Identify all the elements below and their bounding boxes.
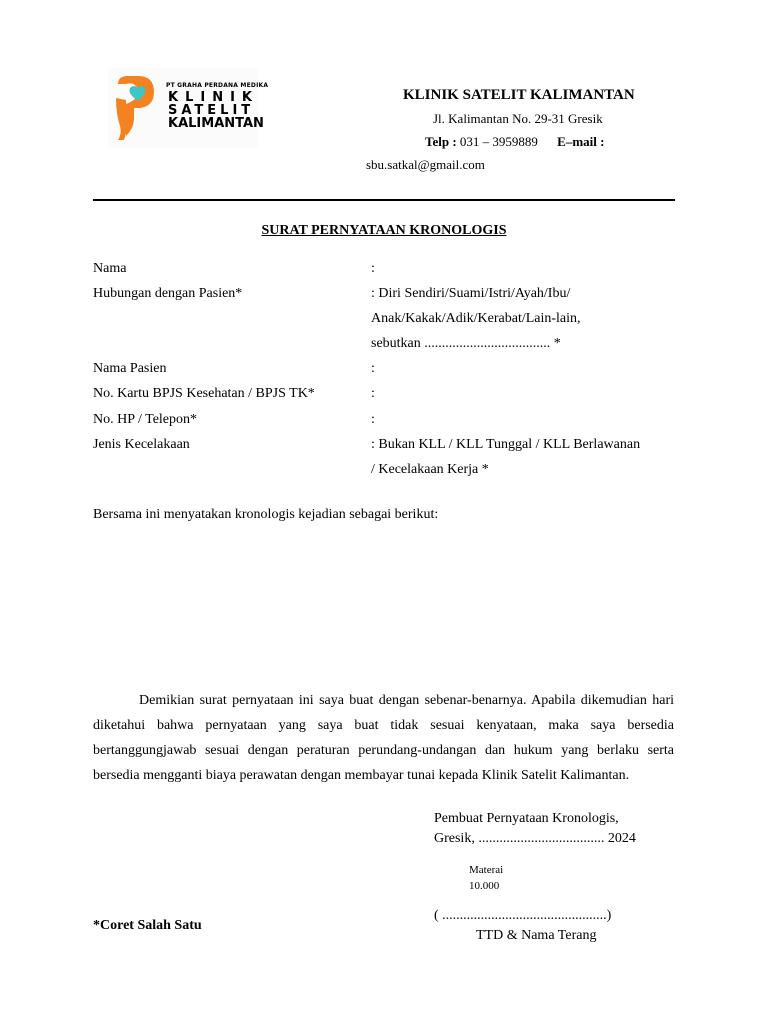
- document-title: SURAT PERNYATAAN KRONOLOGIS: [261, 223, 507, 238]
- email-label: E–mail :: [557, 134, 605, 149]
- field-value-hubungan-3: sebutkan .................................... *: [371, 336, 561, 351]
- field-value-telepon: :: [371, 412, 375, 427]
- logo-company-name: PT GRAHA PERDANA MEDIKA: [166, 82, 269, 89]
- field-value-nama-pasien: :: [371, 361, 375, 376]
- field-value-nama: :: [371, 261, 375, 276]
- field-label-nama: Nama: [93, 261, 127, 276]
- logo-line-2: SATELIT: [168, 103, 255, 118]
- materai-label: Materai: [469, 864, 504, 876]
- field-value-jenis-kecelakaan-2: / Kecelakaan Kerja *: [371, 462, 489, 477]
- telp-value: 031 – 3959889: [459, 134, 538, 149]
- field-label-telepon: No. HP / Telepon*: [93, 412, 198, 427]
- logo-line-3: KALIMANTAN: [168, 116, 264, 131]
- field-value-hubungan: : Diri Sendiri/Suami/Istri/Ayah/Ibu/: [371, 286, 571, 301]
- field-value-jenis-kecelakaan: : Bukan KLL / KLL Tunggal / KLL Berlawanan: [371, 437, 641, 452]
- clinic-logo: [108, 68, 269, 148]
- materai-value: 10.000: [469, 880, 500, 892]
- field-label-jenis-kecelakaan: Jenis Kecelakaan: [93, 437, 190, 452]
- footnote: *Coret Salah Satu: [93, 918, 202, 933]
- email-value: sbu.satkal@gmail.com: [366, 157, 485, 172]
- header-divider: [93, 199, 675, 201]
- clinic-address: Jl. Kalimantan No. 29-31 Gresik: [433, 111, 603, 126]
- clinic-logo-mark-icon: [112, 74, 160, 142]
- intro-statement: Bersama ini menyatakan kronologis kejadian sebagai berikut:: [93, 507, 439, 522]
- field-label-bpjs: No. Kartu BPJS Kesehatan / BPJS TK*: [93, 386, 315, 401]
- field-value-bpjs: :: [371, 386, 375, 401]
- field-label-nama-pasien: Nama Pasien: [93, 361, 167, 376]
- signature-caption: TTD & Nama Terang: [476, 928, 597, 943]
- logo-line-1: KLINIK: [168, 90, 259, 105]
- signature-place-date: Gresik, .................................... 2024: [434, 831, 636, 846]
- signature-line: ( ...............................................): [434, 908, 612, 923]
- closing-paragraph: Demikian surat pernyataan ini saya buat dengan sebenar-benarnya. Apabila dikemudian hari diketahui bahwa pernyataan yang saya buat tidak sesuai kenyataan, maka saya bersedia bertanggungjawab sesuai dengan peraturan perundang-undangan dan hukum yang berlaku serta bersedia mengganti biaya perawatan dengan membayar tunai kepada Klinik Satelit Kalimantan.: [93, 693, 674, 783]
- field-value-hubungan-2: Anak/Kakak/Adik/Kerabat/Lain-lain,: [371, 311, 581, 326]
- field-label-hubungan: Hubungan dengan Pasien*: [93, 286, 243, 301]
- signature-maker: Pembuat Pernyataan Kronologis,: [434, 811, 619, 826]
- clinic-contact: [425, 134, 604, 150]
- telp-label: Telp :: [425, 134, 457, 149]
- clinic-name: KLINIK SATELIT KALIMANTAN: [403, 87, 635, 103]
